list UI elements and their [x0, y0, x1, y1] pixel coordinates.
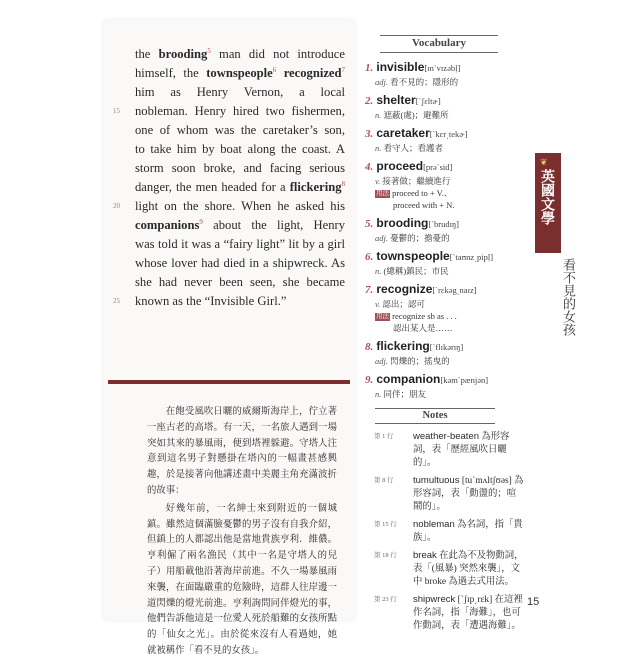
vocab-pronunciation: [ˋrɛkəg͵naɪz]: [432, 285, 477, 295]
note-keyword: break: [413, 550, 437, 561]
vocab-pronunciation: [ˋʃɛltɚ]: [415, 96, 441, 106]
story-text-run: to take him by boat along the coast. A: [135, 142, 345, 156]
vocab-headword: [365, 216, 515, 232]
definition-text: 接著做；繼續進行: [382, 176, 451, 186]
definition-text: 閃爍的；搖曳的: [390, 356, 450, 366]
vocab-number: 9.: [365, 374, 374, 386]
note-keyword: shipwreck: [413, 594, 456, 605]
story-text-run: storm soon broke, and facing serious: [135, 161, 345, 175]
vocab-pronunciation: [ɪnˋvɪzəbḷ]: [424, 63, 461, 73]
vocab-entry: [365, 249, 515, 277]
vocab-word: recognize: [376, 282, 433, 296]
usage-text: proceed to + V.、: [392, 188, 453, 198]
vocab-word-highlight: brooding: [158, 47, 208, 61]
note-text: [tuˋmʌltʃʊəs] 為形容詞，表「動盪的；喧鬧的」。: [413, 476, 524, 512]
part-of-speech: adj.: [375, 233, 388, 243]
part-of-speech: adj.: [375, 77, 388, 87]
vocab-word: townspeople: [376, 249, 450, 263]
vocab-pronunciation: [prəˋsid]: [423, 162, 453, 172]
vocab-number: 7.: [365, 284, 374, 296]
vocab-word: brooding: [376, 216, 429, 230]
vocab-word-highlight: flickering: [289, 180, 342, 194]
story-line: [113, 102, 345, 121]
vocab-usage: [375, 187, 515, 199]
story-line: [135, 64, 345, 83]
note-text: 在此為不及物動詞，表「(風暴) 突然來襲」，文中 broke 為過去式用法。: [413, 551, 524, 587]
vocab-entry: [365, 372, 515, 400]
vocab-word: proceed: [376, 159, 424, 173]
note-text: 為名詞，指「貴族」。: [413, 520, 523, 543]
story-line: [135, 140, 345, 159]
vocab-headword: [365, 60, 515, 76]
notes-title: Notes: [375, 408, 495, 424]
vocab-definition: [375, 265, 515, 277]
line-number: 20: [113, 202, 120, 210]
vocab-word: caretaker: [376, 126, 430, 140]
note-item: [374, 593, 524, 633]
story-text-run: danger, the men headed for a: [135, 180, 290, 194]
vocab-headword: [365, 93, 515, 109]
story-text-run: nobleman. Henry hired two fishermen,: [135, 104, 345, 118]
story-text-run: man did not introduce: [210, 47, 345, 61]
story-line: [135, 121, 345, 140]
story-line: [135, 254, 345, 273]
vocab-definition: [375, 355, 515, 367]
vocab-word-highlight: companions: [135, 218, 200, 232]
part-of-speech: v.: [375, 176, 381, 186]
vocab-definition: [375, 388, 515, 400]
vocab-usage: [375, 310, 515, 322]
story-line: [135, 235, 345, 254]
vocab-headword: [365, 282, 515, 298]
vocab-entry: [365, 93, 515, 121]
usage-tag: 用法: [376, 190, 389, 197]
note-item: [374, 549, 524, 589]
vocab-entry: [365, 60, 515, 88]
note-keyword: weather-beaten: [413, 431, 480, 442]
vocab-word-highlight: townspeople: [206, 66, 273, 80]
vocab-headword: [365, 372, 515, 388]
vocab-definition: [375, 298, 515, 310]
part-of-speech: adj.: [375, 356, 388, 366]
vocab-pronunciation: [kəmˋpænjən]: [440, 375, 489, 385]
vocab-number: 6.: [365, 251, 374, 263]
vocab-headword: [365, 159, 515, 175]
vocab-word-highlight: recognized: [283, 66, 342, 80]
category-label: 英國文學: [539, 169, 554, 225]
vocab-word: companion: [376, 372, 441, 386]
definition-text: 看守人；看護者: [383, 143, 444, 153]
vocab-definition: [375, 76, 515, 88]
note-text: [ˋʃɪp͵rɛk] 在這裡作名詞，指「海難」，也可作動詞，表「遭遇海難」。: [413, 595, 523, 631]
vocab-entry: [365, 159, 515, 211]
story-text-run: known as the “Invisible Girl.”: [135, 294, 287, 308]
page-number: 15: [527, 596, 540, 608]
note-line-ref: 第 23 行: [374, 596, 397, 603]
story-text-run: she had never been seen, she became: [135, 275, 345, 289]
vocab-number: 1.: [365, 62, 374, 74]
story-line: [135, 159, 345, 178]
story-line: [135, 273, 345, 292]
story-text-run: whose lover had died in a shipwreck. As: [135, 256, 345, 270]
definition-text: (總稱)鎮民；市民: [383, 266, 449, 276]
story-subtitle: 看不見的女孩: [561, 258, 576, 336]
part-of-speech: n.: [375, 143, 382, 153]
vocab-footnote-number: 8: [341, 179, 345, 188]
note-item: [374, 474, 524, 514]
vocab-headword: [365, 126, 515, 142]
vocabulary-panel: [365, 35, 515, 405]
note-keyword: nobleman: [413, 519, 455, 530]
part-of-speech: n.: [375, 266, 382, 276]
section-divider: [108, 380, 350, 384]
note-item: [374, 518, 524, 545]
definition-text: 憂鬱的；擔憂的: [390, 233, 450, 243]
part-of-speech: v.: [375, 299, 381, 309]
story-text: [113, 45, 346, 311]
vocab-footnote-number: 9: [199, 217, 203, 226]
story-text-run: light on the shore. When he asked his: [135, 199, 345, 213]
story-text-run: was told it was a “fairy light” lit by a girl: [135, 237, 345, 251]
vocab-definition: [375, 142, 515, 154]
vocab-footnote-number: 7: [341, 65, 346, 74]
translation-paragraph-1: 在飽受風吹日曬的威爾斯海岸上，佇立著一座古老的高塔。有一天，一名旅人遇到一場突如其來的暴風雨，便到塔裡躲避。守塔人注意到這名男子對懸掛在塔內的一幅畫甚感興趣，於是接著向他講述畫中美麗主角充滿波折的故事：: [147, 407, 337, 496]
story-text-run: one of whom was the caretaker’s son,: [135, 123, 345, 137]
vocab-footnote-number: 5: [207, 46, 211, 55]
vocab-number: 2.: [365, 95, 374, 107]
story-line: [135, 178, 345, 197]
definition-text: 認出；認可: [382, 299, 425, 309]
chinese-translation: [147, 405, 337, 660]
note-keyword: tumultuous: [413, 475, 460, 486]
vocab-entry: [365, 282, 515, 334]
vocabulary-list: [365, 60, 515, 400]
vocab-pronunciation: [ˋflɪkərɪŋ]: [429, 342, 464, 352]
vocab-number: 8.: [365, 341, 374, 353]
usage-text-continued: proceed with + N.: [393, 200, 455, 210]
story-line: [135, 216, 345, 235]
story-text-run: the: [135, 47, 159, 61]
vocab-headword: [365, 249, 515, 265]
story-text-run: him as Henry Vernon, a local: [135, 85, 345, 99]
definition-text: 同伴；朋友: [383, 389, 427, 399]
part-of-speech: n.: [375, 110, 382, 120]
usage-text: recognize sb as . . .: [392, 311, 457, 321]
vocab-definition: [375, 175, 515, 187]
note-item: [374, 430, 524, 470]
note-line-ref: 第 8 行: [374, 477, 394, 484]
vocab-headword: [365, 339, 515, 355]
note-line-ref: 第 18 行: [374, 552, 397, 559]
story-line: [113, 197, 345, 216]
definition-text: 遮蔽(處)；避難所: [383, 110, 449, 120]
vocab-number: 5.: [365, 218, 374, 230]
vocab-number: 3.: [365, 128, 374, 140]
vocab-footnote-number: 6: [272, 65, 277, 74]
vocab-entry: [365, 216, 515, 244]
vocab-definition: [375, 109, 515, 121]
vocab-entry: [365, 339, 515, 367]
definition-text: 看不見的；隱形的: [390, 77, 459, 87]
vocabulary-title: Vocabulary: [380, 35, 498, 53]
line-number: 15: [113, 107, 120, 115]
story-text-run: about the light, Henry: [202, 218, 345, 232]
usage-text-continued: 認出某人是……: [393, 323, 453, 333]
vocab-number: 4.: [365, 161, 374, 173]
vocab-definition: [375, 232, 515, 244]
vocab-entry: [365, 126, 515, 154]
story-text-run: [276, 66, 283, 80]
vocab-pronunciation: [ˋtaʊnz͵pipḷ]: [449, 252, 494, 262]
part-of-speech: n.: [375, 389, 382, 399]
category-tab: [535, 153, 561, 253]
note-line-ref: 第 1 行: [374, 433, 394, 440]
vocab-pronunciation: [ˋbrudɪŋ]: [428, 219, 459, 229]
vocab-pronunciation: [ˋkɛr͵tekɚ]: [429, 129, 468, 139]
vocab-word: invisible: [376, 60, 425, 74]
usage-tag: 用法: [376, 313, 389, 320]
leaf-icon: ❦: [540, 157, 548, 167]
line-number: 25: [113, 297, 120, 305]
translation-paragraph-2: 好幾年前，一名紳士來到附近的一個城鎮。雖然這個滿臉憂鬱的男子沒有自我介紹，但鎮上的人都認出他是當地貴族亨利．維儂。亨利僱了兩名漁民（其中一名是守塔人的兒子）用船載他沿著海岸前進。不久一場暴風雨來襲，在面臨嚴重的危險時，這群人往岸邊一道閃爍的燈光前進。亨利詢問同伴燈光的事，他們告訴他這是一位愛人死於船難的女孩所點的「仙女之光」。由於從來沒有人看過她，她就被稱作「看不見的女孩」。: [147, 503, 337, 656]
note-text: 為形容詞，表「歷經風吹日曬的」。: [413, 432, 510, 468]
vocab-word: flickering: [376, 339, 430, 353]
story-text-run: himself, the: [135, 66, 207, 80]
vocab-word: shelter: [376, 93, 416, 107]
story-line: [135, 45, 345, 64]
note-line-ref: 第 15 行: [374, 521, 397, 528]
story-line: [113, 292, 345, 311]
notes-list: [374, 430, 524, 637]
story-line: [135, 83, 345, 102]
